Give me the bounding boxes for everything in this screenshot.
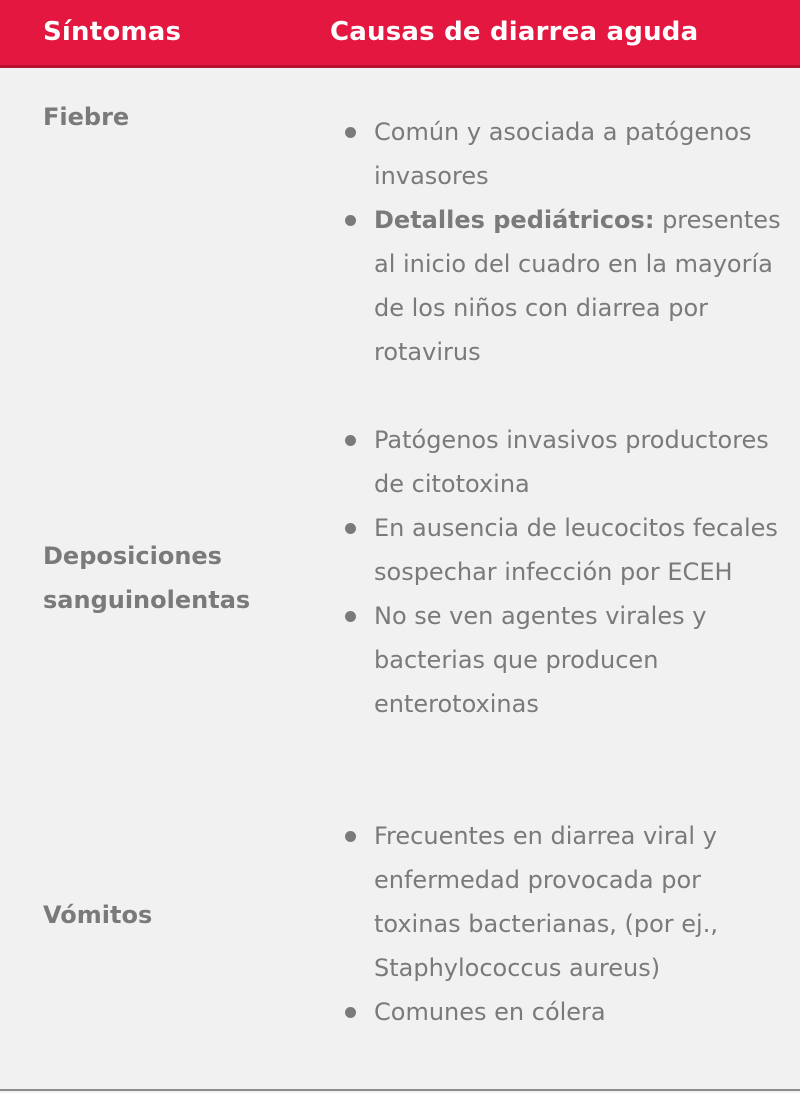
cause-text: Comunes en cólera — [374, 998, 606, 1026]
table-header — [0, 0, 800, 68]
bullet-icon — [345, 127, 356, 138]
cause-item — [345, 990, 785, 1034]
symptom-fever: Fiebre — [43, 103, 130, 131]
bullet-icon — [345, 1007, 356, 1018]
header-causes: Causas de diarrea aguda — [330, 17, 699, 47]
table-bottom-rule — [0, 1089, 800, 1091]
causes-list-bloody-stools — [345, 418, 785, 726]
symptom-vomiting: Vómitos — [43, 901, 153, 929]
cause-item — [345, 110, 785, 198]
cause-text: presentes al inicio del cuadro en la mayoría de los niños con diarrea por rotavirus — [374, 206, 781, 366]
bullet-icon — [345, 215, 356, 226]
cause-text: En ausencia de leucocitos fecales sospechar infección por ECEH — [374, 514, 778, 586]
bullet-icon — [345, 435, 356, 446]
header-symptoms: Síntomas — [43, 17, 182, 47]
cause-item — [345, 198, 785, 374]
cause-item — [345, 418, 785, 506]
cause-item — [345, 594, 785, 726]
causes-list-fever — [345, 110, 785, 374]
bullet-icon — [345, 831, 356, 842]
cause-text: Común y asociada a patógenos invasores — [374, 118, 752, 190]
cause-item — [345, 814, 785, 990]
bullet-icon — [345, 611, 356, 622]
cause-text: No se ven agentes virales y bacterias que producen enterotoxinas — [374, 602, 707, 718]
cause-item — [345, 506, 785, 594]
symptom-bloody-stools: Deposiciones sanguinolentas — [43, 542, 251, 614]
cause-bold-label: Detalles pediátricos: — [374, 206, 655, 234]
bullet-icon — [345, 523, 356, 534]
causes-list-vomiting — [345, 814, 785, 1034]
cause-text: Patógenos invasivos productores de citotoxina — [374, 426, 769, 498]
cause-text: Frecuentes en diarrea viral y enfermedad provocada por toxinas bacterianas, (por ej., Staphylococcus aureus) — [374, 822, 718, 982]
